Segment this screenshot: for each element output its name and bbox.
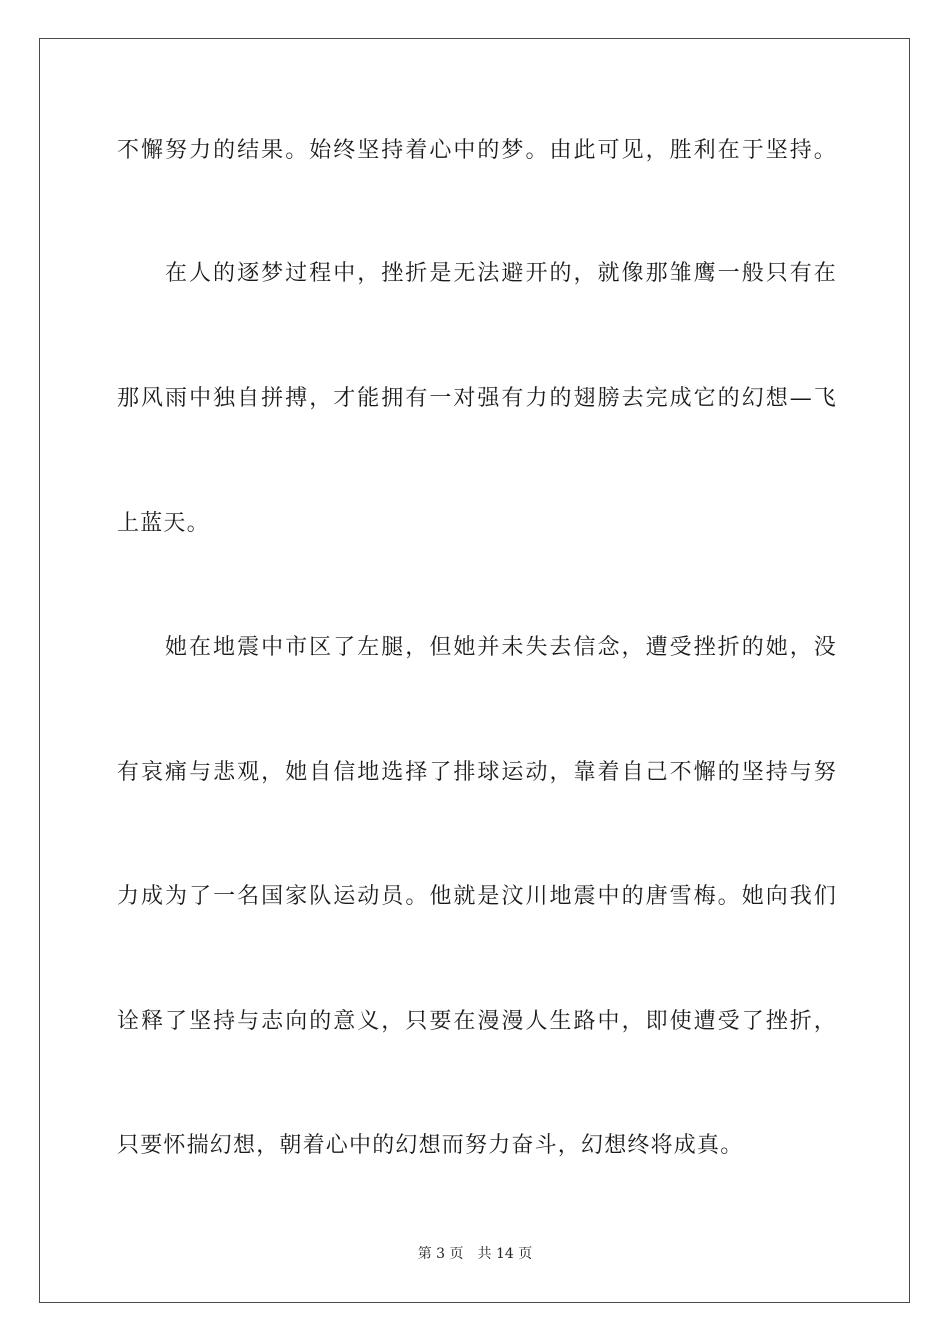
text-line: 只要怀揣幻想，朝着心中的幻想而努力奋斗，幻想终将成真。 <box>117 1133 744 1158</box>
paragraph-start-line: 她在地震中市区了左腿，但她并未失去信念，遭受挫折的她，没 <box>165 635 837 660</box>
text-line: 那风雨中独自拼搏，才能拥有一对强有力的翅膀去完成它的幻想—飞 <box>117 386 837 411</box>
text-line: 有哀痛与悲观，她自信地选择了排球运动，靠着自己不懈的坚持与努 <box>117 760 837 785</box>
page-footer <box>0 1245 950 1263</box>
text-line: 上蓝天。 <box>117 511 210 536</box>
text-line: 诠释了坚持与志向的意义，只要在漫漫人生路中，即使遭受了挫折， <box>117 1009 837 1034</box>
text-line: 不懈努力的结果。始终坚持着心中的梦。由此可见，胜利在于坚持。 <box>117 138 837 163</box>
page-number: 第 3 页 <box>417 1246 464 1262</box>
page-border <box>39 38 910 1303</box>
page-total: 共 14 页 <box>477 1246 533 1262</box>
paragraph-start-line: 在人的逐梦过程中，挫折是无法避开的，就像那雏鹰一般只有在 <box>165 261 837 286</box>
text-line: 力成为了一名国家队运动员。他就是汶川地震中的唐雪梅。她向我们 <box>117 884 837 909</box>
